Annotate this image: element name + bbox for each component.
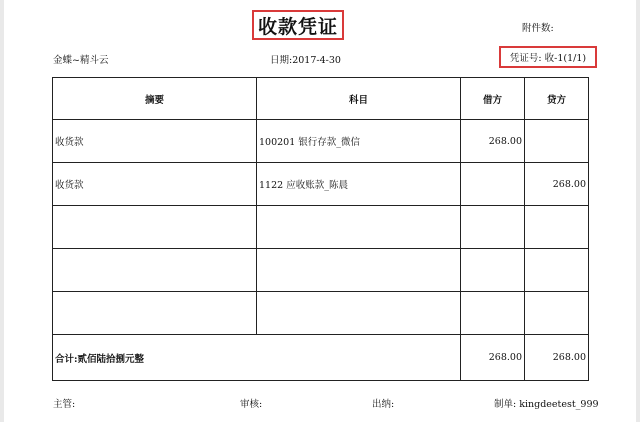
row-account: 1122 应收账款_陈晨 bbox=[257, 163, 461, 206]
row-credit bbox=[525, 120, 589, 163]
row-account bbox=[257, 292, 461, 335]
row-summary: 收货款 bbox=[53, 163, 257, 206]
table-row bbox=[53, 206, 589, 249]
table-row bbox=[53, 249, 589, 292]
reviewer-label: 审核: bbox=[240, 399, 263, 410]
page-edge-left bbox=[0, 0, 4, 422]
header-debit: 借方 bbox=[461, 78, 525, 120]
row-summary bbox=[53, 292, 257, 335]
row-debit bbox=[461, 206, 525, 249]
total-row bbox=[53, 335, 589, 381]
date-value: 2017-4-30 bbox=[292, 55, 341, 66]
maker-value: kingdeetest_999 bbox=[519, 399, 599, 410]
row-credit: 268.00 bbox=[525, 163, 589, 206]
voucher-number bbox=[499, 46, 597, 68]
document-title: 收款凭证 bbox=[252, 10, 344, 40]
table-row bbox=[53, 163, 589, 206]
voucher-table bbox=[52, 77, 589, 381]
attachments-label: 附件数: bbox=[522, 23, 554, 34]
total-label: 合计:贰佰陆拾捌元整 bbox=[53, 335, 461, 381]
row-debit bbox=[461, 163, 525, 206]
row-debit bbox=[461, 292, 525, 335]
header-credit: 贷方 bbox=[525, 78, 589, 120]
row-account: 100201 银行存款_微信 bbox=[257, 120, 461, 163]
header-account: 科目 bbox=[257, 78, 461, 120]
row-summary: 收货款 bbox=[53, 120, 257, 163]
maker-label: 制单: bbox=[494, 399, 517, 410]
total-debit: 268.00 bbox=[461, 335, 525, 381]
table-row bbox=[53, 292, 589, 335]
voucher-label: 凭证号: bbox=[509, 53, 542, 64]
row-credit bbox=[525, 292, 589, 335]
date-field bbox=[270, 52, 341, 66]
row-credit bbox=[525, 206, 589, 249]
voucher-value: 收-1(1/1) bbox=[544, 53, 587, 64]
supervisor-label: 主管: bbox=[53, 399, 76, 410]
row-debit bbox=[461, 249, 525, 292]
total-credit: 268.00 bbox=[525, 335, 589, 381]
row-summary bbox=[53, 206, 257, 249]
company-name: 金蝶~精斗云 bbox=[53, 55, 109, 66]
row-debit: 268.00 bbox=[461, 120, 525, 163]
table-header-row bbox=[53, 78, 589, 120]
row-credit bbox=[525, 249, 589, 292]
row-account bbox=[257, 249, 461, 292]
header-summary: 摘要 bbox=[53, 78, 257, 120]
maker-field bbox=[494, 396, 599, 410]
row-summary bbox=[53, 249, 257, 292]
page-edge-right bbox=[636, 0, 640, 422]
date-label: 日期: bbox=[270, 55, 293, 66]
table-row bbox=[53, 120, 589, 163]
cashier-label: 出纳: bbox=[372, 399, 395, 410]
row-account bbox=[257, 206, 461, 249]
